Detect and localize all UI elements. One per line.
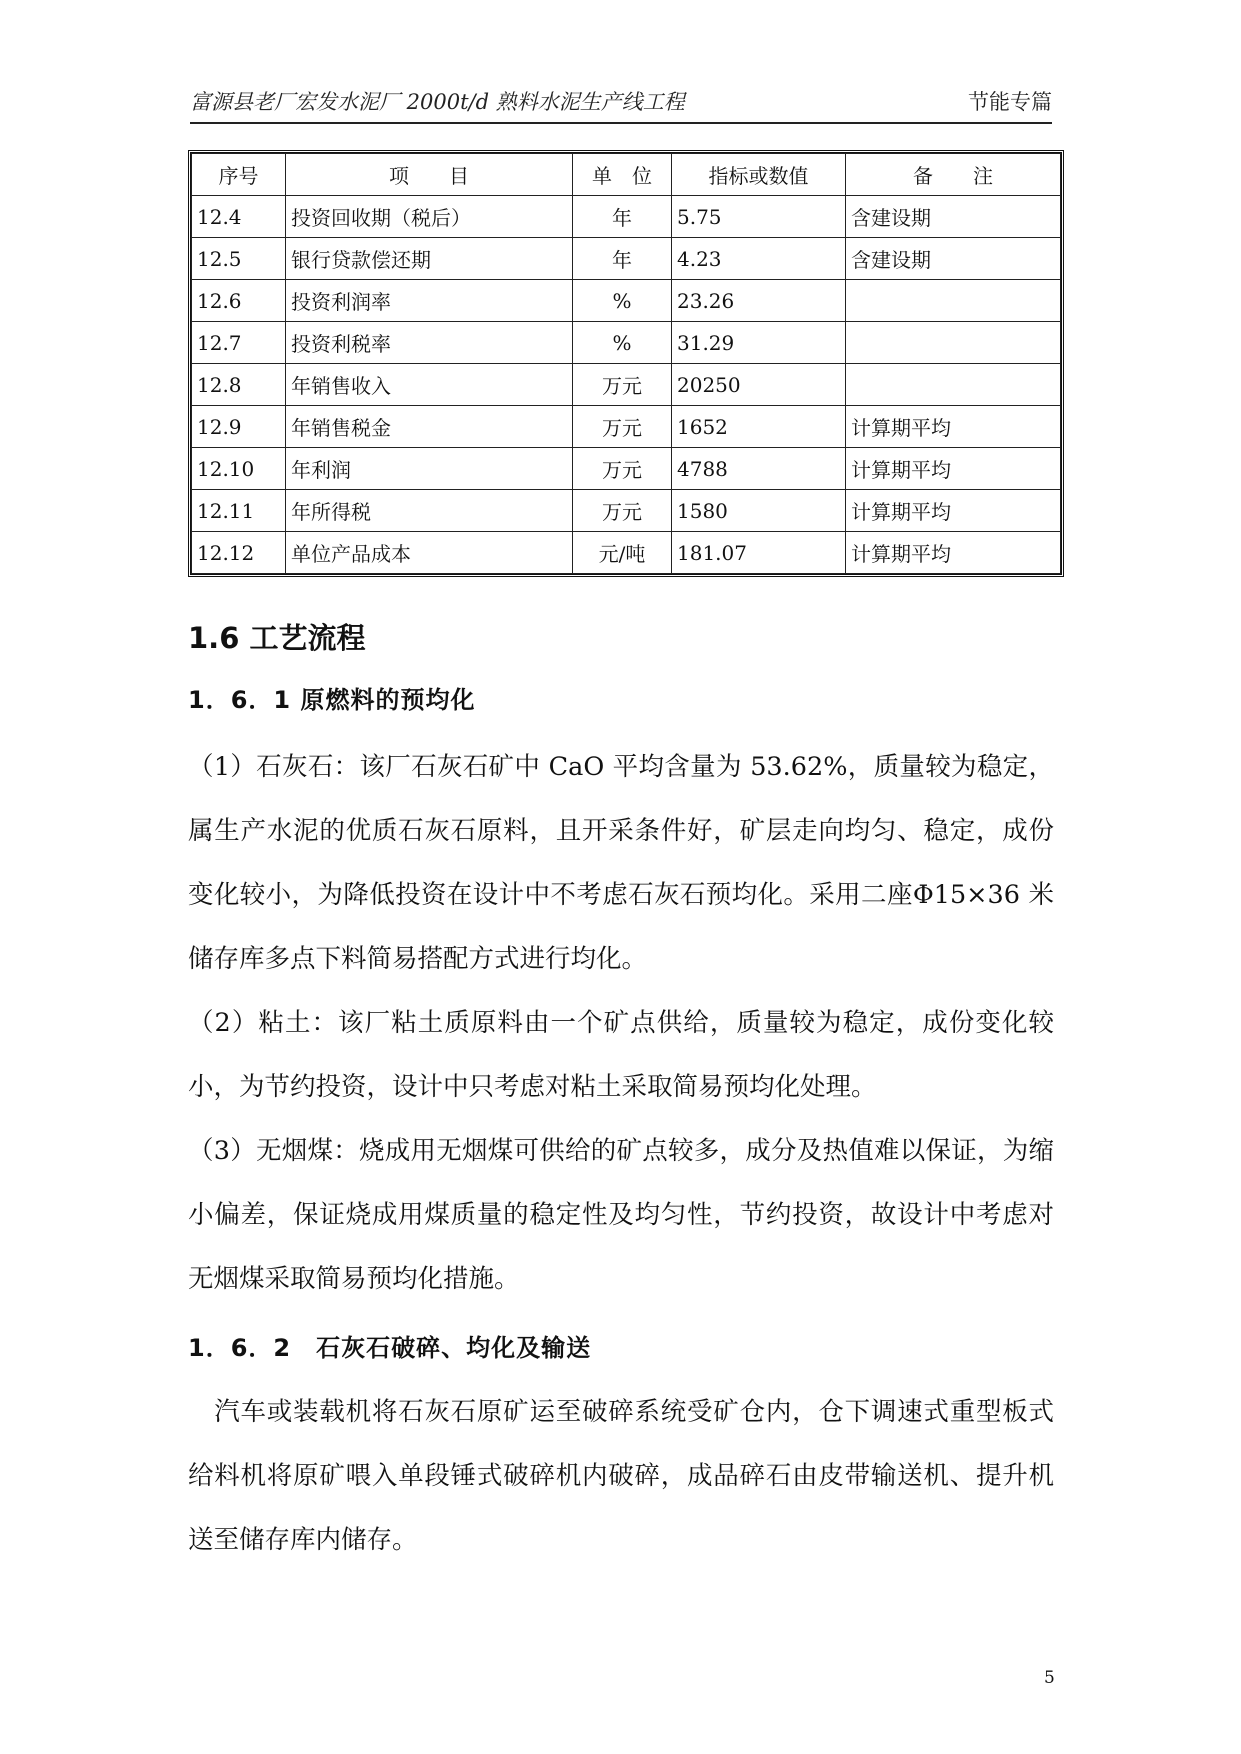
col-header-note: 备 注 <box>846 154 1061 196</box>
cell-note: 计算期平均 <box>846 532 1061 574</box>
col-header-no: 序号 <box>192 154 286 196</box>
cell-note <box>846 322 1061 364</box>
col-header-value: 指标或数值 <box>672 154 846 196</box>
table-header-row <box>192 154 1061 196</box>
cell-value: 4.23 <box>672 238 846 280</box>
cell-no: 12.12 <box>192 532 286 574</box>
table-row <box>192 448 1061 490</box>
cell-note: 计算期平均 <box>846 448 1061 490</box>
table-row <box>192 238 1061 280</box>
subsection-heading-1: 1．6．1 原燃料的预均化 <box>188 686 476 714</box>
cell-no: 12.10 <box>192 448 286 490</box>
cell-unit: 年 <box>573 196 672 238</box>
cell-item: 年所得税 <box>286 490 573 532</box>
cell-note: 计算期平均 <box>846 490 1061 532</box>
paragraph-crushing: 汽车或装载机将石灰石原矿运至破碎系统受矿仓内，仓下调速式重型板式给料机将原矿喂入单段锤式破碎机内破碎，成品碎石由皮带输送机、提升机送至储存库内储存。 <box>188 1397 1054 1555</box>
cell-no: 12.6 <box>192 280 286 322</box>
cell-value: 20250 <box>672 364 846 406</box>
indicator-table <box>188 150 1064 577</box>
cell-note: 计算期平均 <box>846 406 1061 448</box>
cell-unit: % <box>573 280 672 322</box>
table-row <box>192 490 1061 532</box>
header-title: 富源县老厂宏发水泥厂 2000t/d 熟料水泥生产线工程 <box>190 90 685 114</box>
cell-no: 12.7 <box>192 322 286 364</box>
table-row <box>192 280 1061 322</box>
paragraph-limestone: （1）石灰石：该厂石灰石矿中 CaO 平均含量为 53.62%，质量较为稳定，属生产水泥的优质石灰石原料，且开采条件好，矿层走向均匀、稳定，成份变化较小，为降低投资在设计中不考虑石灰石预均化。采用二座Φ15×36 米储存库多点下料简易搭配方式进行均化。 <box>188 752 1054 974</box>
cell-unit: 万元 <box>573 490 672 532</box>
col-header-unit: 单 位 <box>573 154 672 196</box>
paragraph-anthracite: （3）无烟煤：烧成用无烟煤可供给的矿点较多，成分及热值难以保证，为缩小偏差，保证烧成用煤质量的稳定性及均匀性，节约投资，故设计中考虑对无烟煤采取简易预均化措施。 <box>188 1136 1054 1294</box>
paragraph-clay: （2）粘土：该厂粘土质原料由一个矿点供给，质量较为稳定，成份变化较小，为节约投资，设计中只考虑对粘土采取简易预均化处理。 <box>188 1008 1054 1102</box>
table-row <box>192 406 1061 448</box>
cell-value: 1652 <box>672 406 846 448</box>
cell-value: 4788 <box>672 448 846 490</box>
col-header-item: 项 目 <box>286 154 573 196</box>
table-row <box>192 322 1061 364</box>
header-section-label: 节能专篇 <box>968 90 1052 114</box>
cell-note: 含建设期 <box>846 238 1061 280</box>
cell-value: 23.26 <box>672 280 846 322</box>
cell-unit: 万元 <box>573 448 672 490</box>
cell-item: 投资利润率 <box>286 280 573 322</box>
section-heading: 1.6 工艺流程 <box>188 621 366 655</box>
cell-no: 12.9 <box>192 406 286 448</box>
table-row <box>192 364 1061 406</box>
cell-value: 31.29 <box>672 322 846 364</box>
table-row <box>192 196 1061 238</box>
cell-item: 年利润 <box>286 448 573 490</box>
cell-item: 年销售收入 <box>286 364 573 406</box>
cell-value: 1580 <box>672 490 846 532</box>
cell-item: 投资回收期（税后） <box>286 196 573 238</box>
cell-no: 12.8 <box>192 364 286 406</box>
cell-item: 年销售税金 <box>286 406 573 448</box>
cell-note <box>846 280 1061 322</box>
cell-value: 5.75 <box>672 196 846 238</box>
cell-item: 投资利税率 <box>286 322 573 364</box>
cell-item: 单位产品成本 <box>286 532 573 574</box>
cell-note: 含建设期 <box>846 196 1061 238</box>
cell-note <box>846 364 1061 406</box>
cell-no: 12.4 <box>192 196 286 238</box>
cell-unit: 万元 <box>573 364 672 406</box>
cell-value: 181.07 <box>672 532 846 574</box>
page-header <box>190 82 1052 124</box>
page-number: 5 <box>1044 1668 1055 1688</box>
table-row <box>192 532 1061 574</box>
cell-item: 银行贷款偿还期 <box>286 238 573 280</box>
cell-no: 12.5 <box>192 238 286 280</box>
cell-unit: 年 <box>573 238 672 280</box>
cell-unit: % <box>573 322 672 364</box>
cell-unit: 元/吨 <box>573 532 672 574</box>
subsection-heading-2: 1．6．2 石灰石破碎、均化及输送 <box>188 1334 592 1362</box>
cell-unit: 万元 <box>573 406 672 448</box>
cell-no: 12.11 <box>192 490 286 532</box>
